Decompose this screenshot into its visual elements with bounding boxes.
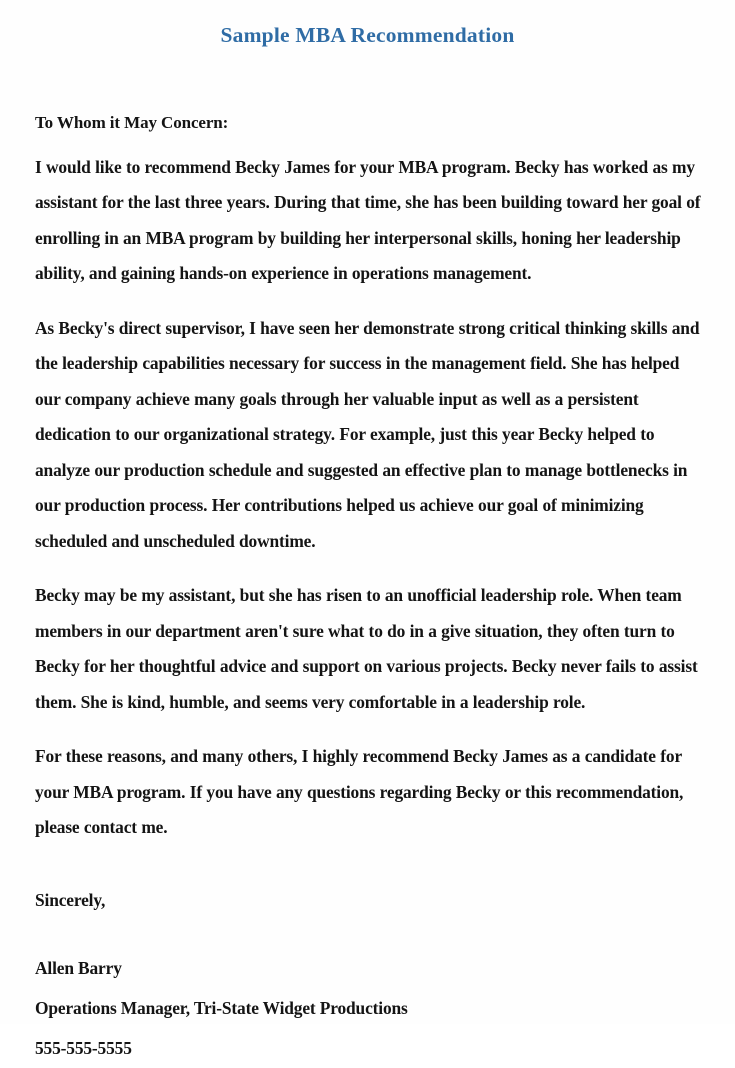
letter-paragraph-1: I would like to recommend Becky James for your MBA program. Becky has worked as my assistant for the last three years. During that time, she has been building toward her goal of enrolling in an MBA program by building her interpersonal skills, honing her leadership ability, and gaining hands-on experience in operations management. bbox=[35, 156, 701, 284]
letter-paragraph-4: For these reasons, and many others, I highly recommend Becky James as a candidate for your MBA program. If you have any questions regarding Becky or this recommendation, please contact me. bbox=[35, 746, 684, 838]
signer-name: Allen Barry bbox=[35, 958, 122, 979]
signer-phone: 555-555-5555 bbox=[35, 1038, 132, 1059]
letter-paragraph-2: As Becky's direct supervisor, I have seen her demonstrate strong critical thinking skills and the leadership capabilities necessary for success in the management field. She has helped our company achieve many goals through her valuable input as well as a persistent dedication to our organizational strategy. For example, just this year Becky helped to analyze our production schedule and suggested an effective plan to manage bottlenecks in our production process. Her contributions helped us achieve our goal of minimizing scheduled and unscheduled downtime. bbox=[35, 317, 700, 551]
closing-block bbox=[35, 846, 705, 919]
letter-body bbox=[0, 49, 735, 1068]
signature-block bbox=[35, 918, 705, 1068]
closing-salutation: Sincerely, bbox=[35, 889, 106, 910]
page-title: Sample MBA Recommendation bbox=[220, 23, 515, 47]
letter-paragraph-3: Becky may be my assistant, but she has risen to an unofficial leadership role. When team members in our department aren't sure what to do in a give situation, they often turn to Becky for her thoughtful advice and support on various projects. Becky never fails to assist them. She is kind, humble, and seems very comfortable in a leadership role. bbox=[35, 585, 698, 712]
signer-title: Operations Manager, Tri-State Widget Productions bbox=[35, 998, 408, 1019]
salutation: To Whom it May Concern: bbox=[35, 112, 229, 132]
